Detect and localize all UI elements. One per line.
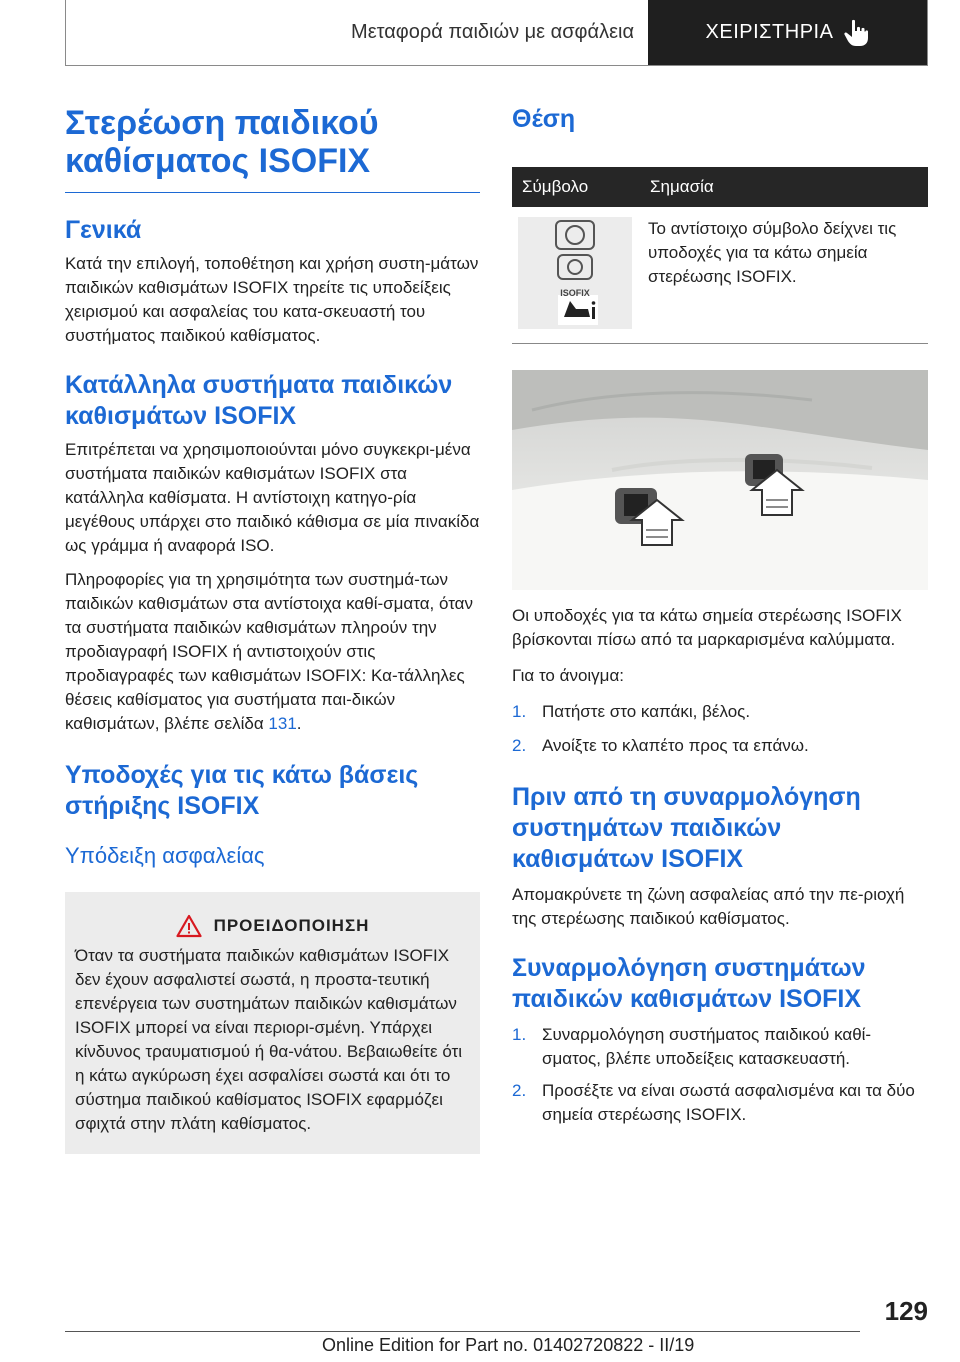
section-title: Μεταφορά παιδιών με ασφάλεια [351,21,634,43]
right-column [512,104,928,1127]
hand-pointer-icon [843,19,869,47]
assembly-steps-list [512,1023,928,1127]
page-header [65,0,928,66]
step-text: Προσέξτε να είναι σωστά ασφαλισμένα και τα δύο σημεία στερέωσης ISOFIX. [542,1081,915,1124]
suitable-paragraph-1: Επιτρέπεται να χρησιμοποιούνται μόνο συγκεκρι‐μένα συστήματα παιδικών καθισμάτων ISOFIX στα κατάλληλα καθίσματα. Η αντίστοιχη κατηγο‐ρία μεγέθους υπάρχει στο παιδικό κάθισμα σε μία πινακίδα ως γράμμα ή αναφορά ISO. [65,440,480,555]
step-number: 2. [512,1081,527,1100]
heading-position: Θέση [512,105,576,133]
page-title: Στερέωση παιδικού καθίσματος ISOFIX [65,104,480,193]
list-item [512,1079,928,1127]
symbol-cell [512,207,640,344]
list-item [512,1023,928,1071]
symbol-table [512,167,928,344]
meaning-cell: Το αντίστοιχο σύμβολο δείχνει τις υποδοχές για τα κάτω σημεία στερέωσης ISOFIX. [648,219,897,286]
step-number: 1. [512,1025,527,1044]
manual-tab-label: ΧΕΙΡΙΣΤΗΡΙΑ [705,21,834,43]
footer-divider [65,1331,860,1332]
heading-mounts: Υποδοχές για τις κάτω βάσεις στήριξης ISOFIX [65,761,419,820]
isofix-symbol-icon [518,217,632,329]
warning-title: ΠΡΟΕΙΔΟΠΟΙΗΣΗ [213,916,370,935]
warning-box [65,892,480,1154]
step-number: 1. [512,702,527,721]
heading-before-assembly: Πριν από τη συναρμολόγηση συστημάτων παιδικών καθισμάτων ISOFIX [512,783,861,873]
isofix-symbols-icon [518,217,632,329]
isofix-symbol-label: ISOFIX [560,288,590,298]
page-number: 129 [884,1296,928,1326]
symbol-table-header [512,167,928,207]
seat-illustration [512,370,928,590]
step-number: 2. [512,736,527,755]
isofix-anchor-photo [512,370,928,590]
table-header-meaning: Σημασία [640,167,928,207]
table-row [512,207,928,344]
list-item [512,700,928,724]
left-column [65,104,480,1154]
step-text: Ανοίξτε το κλαπέτο προς τα επάνω. [542,736,809,755]
open-intro: Για το άνοιγμα: [512,666,625,685]
step-text: Πατήστε στο καπάκι, βέλος. [542,702,751,721]
suitable-paragraph-2-text: Πληροφορίες για τη χρησιμότητα των συστημά‐των παιδικών καθισμάτων στα αντίστοιχα καθί‐σματα, όταν τα συστήματα παιδικών καθισμάτων πληρούν την προδιαγραφή ISOFIX ή αντιστοιχούν στις προδιαγραφές των καθισμάτων ISOFIX: Κα‐τάλληλες θέσεις καθίσματος για συστήματα παι‐δικών καθισμάτων, βλέπε σελίδα [65,570,474,733]
heading-safety-note: Υπόδειξη ασφαλείας [65,843,265,868]
open-steps-list [512,700,928,758]
location-paragraph: Οι υποδοχές για τα κάτω σημεία στερέωσης ISOFIX βρίσκονται πίσω από τα μαρκαρισμένα καλύμματα. [512,606,902,649]
heading-general: Γενικά [65,216,142,244]
manual-tab [648,0,927,65]
suitable-paragraph-2-end: . [296,714,302,733]
general-paragraph: Κατά την επιλογή, τοποθέτηση και χρήση συστη‐μάτων παιδικών καθισμάτων ISOFIX τηρείτε τις υποδείξεις χειρισμού και ασφαλείας του κατα‐σκευαστή του συστήματος παιδικού καθίσματος. [65,254,479,345]
page-reference-link[interactable]: 131 [268,714,297,733]
edition-footer: Online Edition for Part no. 01402720822 - II/19 [322,1335,695,1355]
warning-text: Όταν τα συστήματα παιδικών καθισμάτων ISOFIX δεν έχουν ασφαλιστεί σωστά, η προστα‐τευτική επενέργεια των συστημάτων παιδικών καθισμάτων ISOFIX μπορεί να είναι περιορι‐σμένη. Υπάρχει κίνδυνος τραυματισμού ή θα‐νάτου. Βεβαιωθείτε ότι η κάτω αγκύρωση έχει ασφαλίσει σωστά και ότι το σύστημα παιδικού καθίσματος ISOFIX εφαρμόζει σφιχτά στην πλάτη καθίσματος. [75,946,463,1133]
step-text: Συναρμολόγηση συστήματος παιδικού καθί‐σματος, βλέπε υποδείξεις κατασκευαστή. [542,1025,872,1068]
before-paragraph: Απομακρύνετε τη ζώνη ασφαλείας από την πε‐ριοχή της στερέωσης παιδικού καθίσματος. [512,885,905,928]
suitable-paragraph-2 [65,568,480,736]
warning-triangle-icon [176,914,202,938]
table-header-symbol: Σύμβολο [512,167,640,207]
heading-suitable-systems: Κατάλληλα συστήματα παιδικών καθισμάτων ISOFIX [65,371,453,430]
warning-header [75,914,470,938]
list-item [512,734,928,758]
heading-assembly: Συναρμολόγηση συστημάτων παιδικών καθισμάτων ISOFIX [512,954,866,1013]
